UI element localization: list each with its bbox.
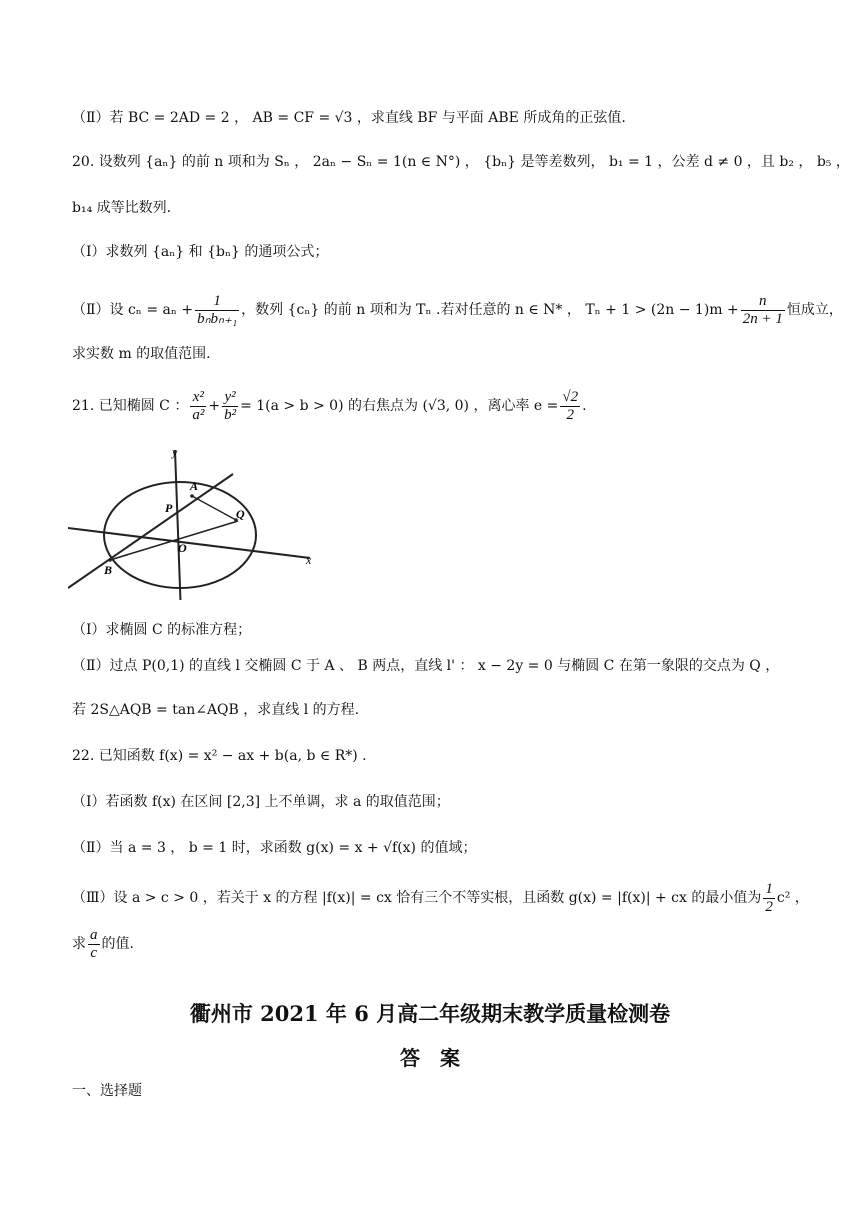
fraction: $\frac{√2}{2}$: [562, 388, 579, 423]
answer-title: 衢州市 2021 年 6 月高二年级期末教学质量检测卷: [189, 1001, 671, 1026]
q22-stem: 22. 已知函数 f(x) = x² − ax + b(a, b ∈ R*) .: [72, 748, 367, 764]
label-x: x: [306, 553, 312, 567]
label-b: B: [104, 563, 113, 577]
answer-subtitle: 答 案: [400, 1046, 460, 1070]
fraction: $\frac{1}{\text{bₙbₙ₊₁}}$: [197, 292, 238, 327]
fraction: $\frac{\text{x²}}{\text{a²}}$: [192, 388, 205, 423]
q21-part2-line2: 若 2S△AQB = tan∠AQB ，求直线 l 的方程.: [72, 702, 360, 718]
label-p: P: [165, 501, 173, 515]
fraction: $\frac{\text{y²}}{\text{b²}}$: [224, 388, 237, 423]
q22-part1: （Ⅰ）若函数 f(x) 在区间 [2,3] 上不单调，求 a 的取值范围；: [72, 794, 450, 810]
line-bq: [110, 521, 238, 560]
point-b: [108, 558, 112, 562]
fraction: $\frac{n}{2n + 1}$: [742, 292, 783, 327]
label-y: y: [172, 445, 178, 459]
q21-part1: （Ⅰ）求椭圆 C 的标准方程；: [72, 622, 252, 638]
q22-part2: （Ⅱ）当 a = 3 ， b = 1 时，求函数 g(x) = x + √f(x) 的值域；: [72, 840, 477, 856]
q20-part1: （Ⅰ）求数列 {aₙ} 和 {bₙ} 的通项公式；: [72, 244, 329, 260]
q21-part2: （Ⅱ）过点 P(0,1) 的直线 l 交椭圆 C 于 A 、 B 两点，直线 l' ： x − 2y = 0 与椭圆 C 在第一象限的交点为 Q ，: [72, 658, 780, 674]
label-q: Q: [236, 507, 245, 521]
label-o: O: [178, 541, 187, 555]
label-a: A: [190, 479, 199, 493]
line-aq: [192, 496, 236, 520]
y-axis: [175, 450, 181, 600]
fraction: $\frac{1}{2}$: [765, 880, 773, 915]
q20-part2: （Ⅱ）设 cₙ = aₙ + $\frac{1}{\text{bₙbₙ₊₁}}$ ，数列 {cₙ} 的前 n 项和为 Tₙ .若对任意的 n ∈ N* ， Tₙ + 1 > (2n − 1)m + $\frac{n}{2n + 1}$ 恒成立，: [72, 292, 843, 327]
q20-line2: b₁₄ 成等比数列.: [72, 200, 172, 216]
ellipse-figure: [68, 440, 338, 600]
q22-part3-line2: 求 $\frac{a}{c}$ 的值.: [72, 926, 134, 961]
point-a: [190, 494, 194, 498]
q21-stem: 21. 已知椭圆 C ： $\frac{\text{x²}}{\text{a²}}$ + $\frac{\text{y²}}{\text{b²}}$ = 1(a > b > 0) 的右焦点为 (√3, 0) ，离心率 e = $\frac{√2}{2}$ .: [72, 388, 587, 423]
section-heading: 一、选择题: [72, 1083, 142, 1099]
q22-part3: （Ⅲ）设 a > c > 0 ，若关于 x 的方程 |f(x)| = cx 恰有三个不等实根，且函数 g(x) = |f(x)| + cx 的最小值为 $\frac{1}{2}$ c² ，: [72, 880, 809, 915]
fraction: $\frac{a}{c}$: [90, 926, 98, 961]
q19-part2: （Ⅱ）若 BC = 2AD = 2 ， AB = CF = √3 ，求直线 BF 与平面 ABE 所成角的正弦值.: [72, 110, 626, 126]
q20-part2-line2: 求实数 m 的取值范围.: [72, 346, 211, 362]
q20-line1: 20. 设数列 {aₙ} 的前 n 项和为 Sₙ ， 2aₙ − Sₙ = 1(n ∈ N°) ， {bₙ} 是等差数列， b₁ = 1 ，公差 d ≠ 0 ，且 b₂ ， b₅ ，: [72, 154, 850, 170]
